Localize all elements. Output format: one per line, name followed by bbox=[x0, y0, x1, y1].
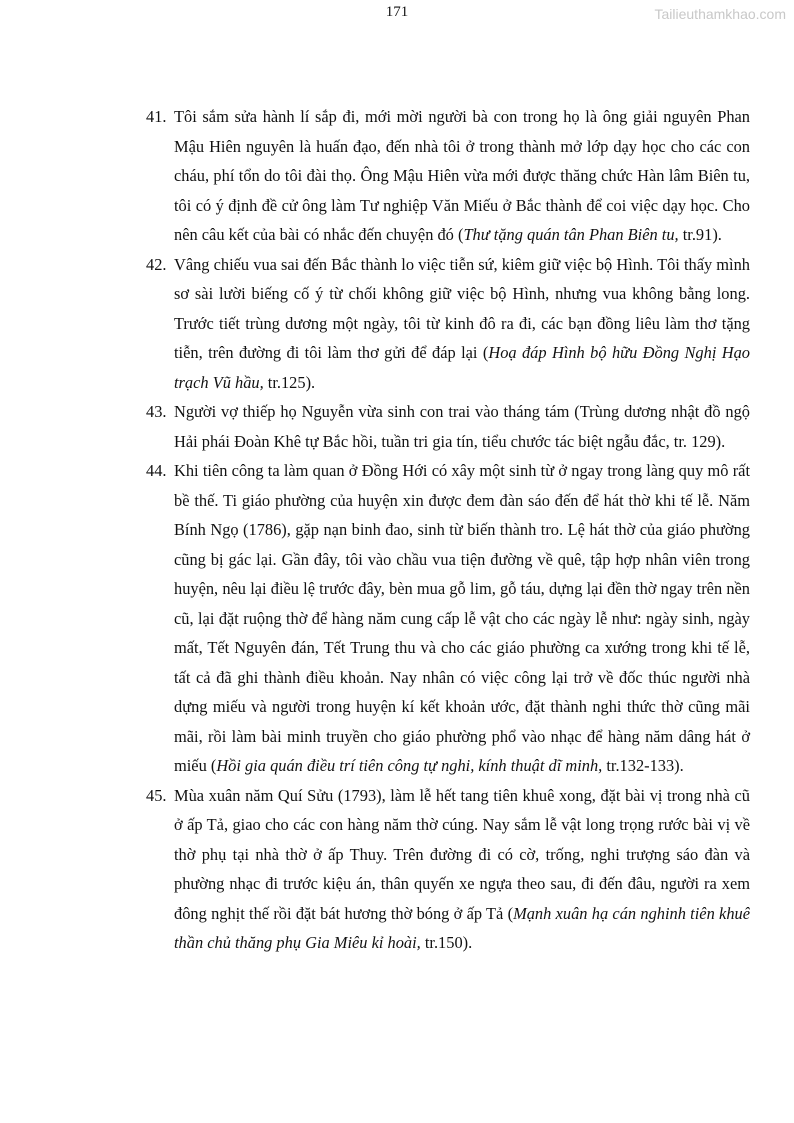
note-item bbox=[146, 397, 750, 456]
note-body bbox=[174, 402, 750, 451]
note-cited-title: Hoạ đáp Hình bộ hữu Đồng Nghị Hạo trạch Vũ hầu, bbox=[174, 343, 751, 392]
note-cited-title: Mạnh xuân hạ cán nghinh tiên khuê thần chủ thăng phụ Gia Miêu kỉ hoài, bbox=[174, 903, 750, 952]
note-number: 44. bbox=[146, 461, 167, 480]
note-item bbox=[146, 250, 750, 398]
note-item bbox=[146, 781, 750, 958]
note-page-ref: tr.150). bbox=[420, 933, 473, 952]
page-number: 171 bbox=[385, 4, 409, 20]
notes-list bbox=[146, 102, 750, 958]
note-body bbox=[174, 107, 750, 244]
note-text: Mùa xuân năm Quí Sửu (1793), làm lễ hết tang tiên khuê xong, đặt bài vị trong nhà cũ ở ấp Tả, giao cho các con hàng năm thờ cúng. Nay sắm lễ vật long trọng rước bài vị về thờ phụ tại nhà thờ ở ấp Thuy. Trên đường đi có cờ, trống, nghi trượng sáo đàn và phường nhạc đi trước kiệu án, thân quyến xe ngựa theo sau, đi đến đâu, người ra xem đông nghịt thế rồi đặt bát hương thờ bóng ở ấp Tả ( bbox=[174, 785, 750, 923]
note-cited-title: Thư tặng quán tân Phan Biên tu, bbox=[463, 225, 679, 244]
note-text: Người vợ thiếp họ Nguyễn vừa sinh con trai vào tháng tám (Trùng dương nhật đồ ngộ Hải phái Đoàn Khê tự Bắc hồi, tuần tri gia tín, tiểu chước tác biệt ngẫu đắc, tr. 129). bbox=[174, 402, 750, 451]
note-page-ref: tr.132-133). bbox=[602, 756, 684, 775]
watermark-text: Tailieuthamkhao.com bbox=[654, 6, 786, 22]
note-number: 43. bbox=[146, 402, 167, 421]
note-body bbox=[174, 461, 750, 775]
note-text: Tôi sắm sửa hành lí sắp đi, mới mời người bà con trong họ là ông giải nguyên Phan Mậu Hiên nguyên là huấn đạo, đến nhà tôi ở trong thành mở lớp dạy học cho các con cháu, phí tổn do tôi đài thọ. Ông Mậu Hiên vừa mới được thăng chức Hàn lâm Biên tu, tôi có ý định đề cử ông làm Tư nghiệp Văn Miếu ở Bắc thành để coi việc dạy học. Cho nên câu kết của bài có nhắc đến chuyện đó ( bbox=[174, 107, 750, 244]
note-cited-title: Hồi gia quán điều trí tiên công tự nghi, kính thuật dĩ minh, bbox=[216, 756, 603, 775]
note-number: 42. bbox=[146, 254, 167, 274]
note-number: 41. bbox=[146, 107, 167, 126]
note-page-ref: tr.91). bbox=[678, 225, 722, 244]
note-body bbox=[174, 786, 750, 953]
note-text: Khi tiên công ta làm quan ở Đồng Hới có xây một sinh từ ở ngay trong làng quy mô rất bề thế. Ti giáo phường của huyện xin được đem đàn sáo đến để hát thờ khi tế lễ. Năm Bính Ngọ (1786), gặp nạn binh đao, sinh từ biến thành tro. Lệ hát thờ của giáo phường cũng bị gác lại. Gần đây, tôi vào chầu vua tiện đường về quê, tập hợp nhân viên trong huyện, nêu lại điều lệ trước đây, bèn mua gỗ lim, gỗ táu, dựng lại đền thờ ngay trên nền cũ, lại đặt ruộng thờ để hàng năm cung cấp lễ vật cho các ngày lễ như: ngày sinh, ngày mất, Tết Nguyên đán, Tết Trung thu và cho các giáo phường ca xướng trong khi tế lễ, tất cả đã ghi thành điều khoản. Nay nhân có việc công lại trở về đốc thúc người nhà dựng miếu và người trong huyện kí kết khoản ước, đặt thành nghi thức thờ cũng mãi mãi, rồi làm bài minh truyền cho giáo phường phổ vào nhạc để hàng năm dâng hát ở miếu ( bbox=[174, 461, 750, 775]
note-body bbox=[174, 255, 750, 392]
note-item bbox=[146, 456, 750, 781]
note-item bbox=[146, 102, 750, 250]
note-page-ref: tr.125). bbox=[263, 372, 316, 392]
note-text: Vâng chiếu vua sai đến Bắc thành lo việc tiễn sứ, kiêm giữ việc bộ Hình. Tôi thấy mình sơ sài lười biếng cố ý từ chối không giữ việc bộ Hình, nhưng vua không bằng long. Trước tiết trùng dương một ngày, tôi từ kinh đô ra đi, các bạn đồng liêu làm thơ tặng tiễn, trên đường đi tôi làm thơ gửi để đáp lại ( bbox=[174, 254, 750, 362]
note-number: 45. bbox=[146, 785, 167, 805]
